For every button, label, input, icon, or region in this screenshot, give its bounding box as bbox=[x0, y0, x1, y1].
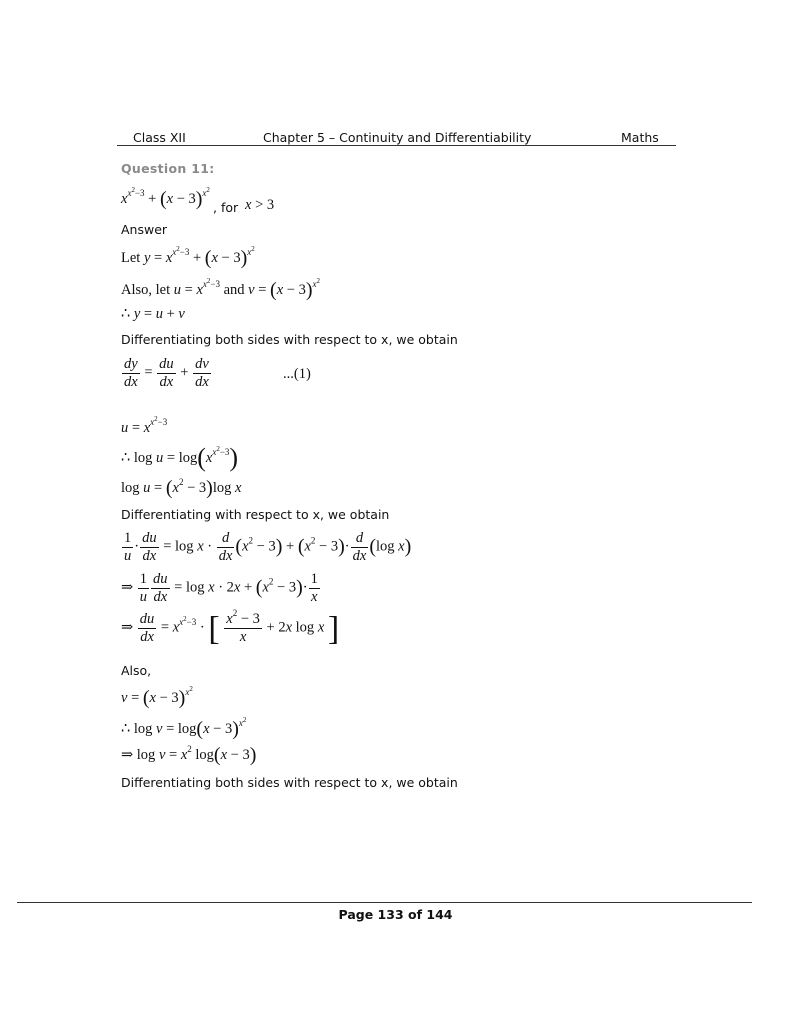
equation-du-2: ⇒ $\frac{1}{u}$ $\frac{du}{dx}$ = $\log x \cdot 2x + (x^2 - 3)\cdot$ $\frac{1}{x}$ bbox=[121, 571, 318, 605]
equation-du-3: ⇒ $\frac{du}{dx}$ = $x^{x^2-3}$ · [ $\frac{x^2 - 3}{x}$ + 2x log x ] bbox=[121, 608, 340, 648]
question-condition-text: , for bbox=[213, 200, 239, 215]
question-expression: $x^{x^2-3} + (x - 3)^{x^2}$ bbox=[121, 186, 210, 210]
equation-log-v-2: ⇒ $\log v = x^2$ log(x − 3) bbox=[121, 744, 257, 766]
equation-y-sum: ∴ y = u + v bbox=[121, 306, 185, 322]
text-diff-both-1: Differentiating both sides with respect to x, we obtain bbox=[121, 332, 458, 347]
question-label: Question 11: bbox=[121, 161, 215, 176]
text-diff-both-2: Differentiating both sides with respect to x, we obtain bbox=[121, 775, 458, 790]
text-also: Also, bbox=[121, 663, 152, 678]
header-class: Class XII bbox=[133, 130, 186, 145]
header-rule bbox=[117, 145, 676, 146]
equation-log-v: ∴ $\log v = \log(x - 3)^{x^2}$ bbox=[121, 716, 247, 740]
footer-rule bbox=[17, 902, 752, 903]
header-chapter: Chapter 5 – Continuity and Differentiability bbox=[263, 130, 532, 145]
equation-1-tag: ...(1) bbox=[283, 366, 311, 382]
equation-u-def: $u = x^{x^2-3}$ bbox=[121, 415, 168, 436]
equation-du-1: $\frac{1}{u}$ · $\frac{du}{dx}$ = log x · $\frac{d}{dx}$ $(x^2 - 3) + (x^2 - 3)\cdot$ $\frac{d}{dx}$ (log x) bbox=[124, 530, 412, 564]
equation-1: $\frac{dy}{dx}$ = $\frac{du}{dx}$ + $\frac{dv}{dx}$ bbox=[124, 356, 209, 390]
equation-log-u: ∴ $\log u = \log(x^{x^2-3})$ bbox=[121, 443, 239, 472]
answer-label: Answer bbox=[121, 222, 168, 237]
equation-let-y: Let $y = x^{x^2-3} + (x - 3)^{x^2}$ bbox=[121, 245, 255, 269]
equation-let-uv: Also, let $u = x^{x^2-3}$ and $v = (x - 3)^{x^2}$ bbox=[121, 277, 320, 301]
equation-v-def: $v = (x - 3)^{x^2}$ bbox=[121, 685, 193, 709]
equation-log-u-2: $\log u = (x^2 - 3)\log$ x bbox=[121, 477, 242, 499]
question-condition: x > 3 bbox=[245, 197, 275, 213]
header-subject: Maths bbox=[621, 130, 659, 145]
text-diff-wrt: Differentiating with respect to x, we obtain bbox=[121, 507, 390, 522]
page-number: Page 133 of 144 bbox=[338, 907, 453, 922]
